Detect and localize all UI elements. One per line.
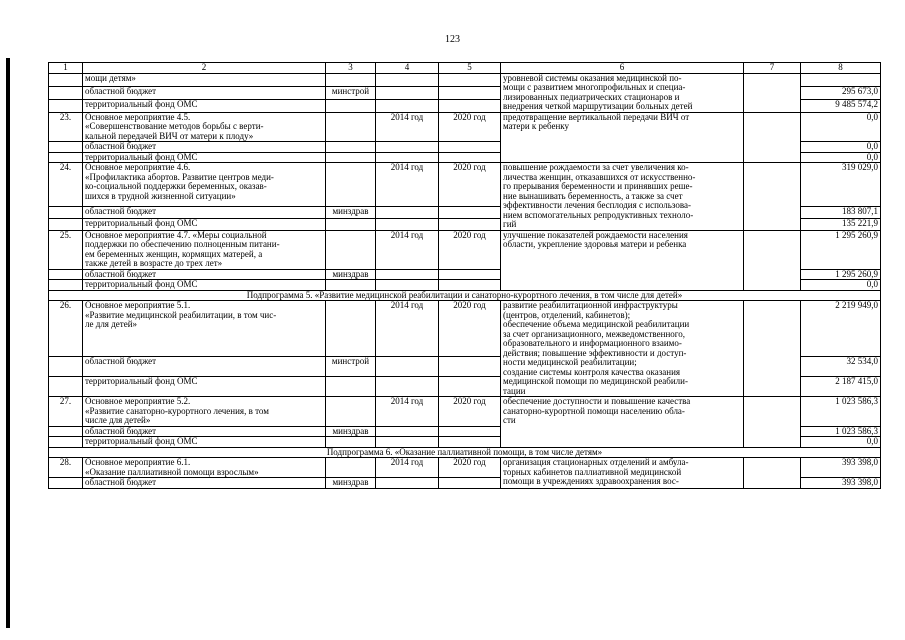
executor: минздрав [326, 478, 376, 489]
subprogram-row [49, 290, 881, 301]
funding-amount: 1 023 586,3 [801, 397, 881, 427]
funding-amount: 0,0 [801, 280, 881, 291]
executor [326, 112, 376, 142]
start-year [376, 152, 439, 163]
activity-name: Основное мероприятие 4.7. «Меры социальной поддержки по обеспечению полноценным питани- ем беременных женщин, кормящих матерей, а также детей в возрасте до трех лет» [83, 230, 326, 269]
activity-name: областной бюджет [83, 142, 326, 153]
end-year: 2020 год [439, 112, 501, 142]
activity-name: областной бюджет [83, 426, 326, 437]
expected-result: организация стационарных отделений и амбула- торных кабинетов паллиативной медицинской помощи в учреждениях здравоохранения вос- [501, 458, 744, 489]
start-year [376, 206, 439, 218]
program-table [48, 62, 881, 489]
start-year [376, 478, 439, 489]
row-number [49, 99, 83, 112]
row-number: 23. [49, 112, 83, 142]
subprogram-title: Подпрограмма 6. «Оказание паллиативной помощи, в том числе детям» [49, 447, 881, 458]
executor [326, 397, 376, 427]
funding-amount: 32 534,0 [801, 357, 881, 377]
row-number [49, 142, 83, 153]
row-number [49, 377, 83, 397]
start-year [376, 437, 439, 448]
end-year [439, 218, 501, 230]
funding-amount: 0,0 [801, 142, 881, 153]
end-year: 2020 год [439, 163, 501, 207]
activity-name: территориальный фонд ОМС [83, 152, 326, 163]
table-row [49, 397, 881, 427]
page-number: 123 [445, 34, 460, 45]
start-year [376, 142, 439, 153]
table-row [49, 458, 881, 478]
table-row [49, 301, 881, 357]
row-number [49, 218, 83, 230]
end-year [439, 73, 501, 86]
executor [326, 99, 376, 112]
activity-name: областной бюджет [83, 269, 326, 280]
table-row [49, 112, 881, 142]
start-year [376, 357, 439, 377]
executor: минстрой [326, 357, 376, 377]
funding-amount: 1 023 586,3 [801, 426, 881, 437]
activity-name: территориальный фонд ОМС [83, 377, 326, 397]
funding-amount: 393 398,0 [801, 458, 881, 478]
expected-result: развитие реабилитационной инфраструктуры (центров, отделений, кабинетов); обеспечение объема медицинской реабилитации за счет организационного, межведомственного, образовательного и информационного взаимо- действия; повышение эффективности и доступ- ности медицинской реабилитации; создание системы контроля качества оказания медицинской помощи по медицинской реабили- тации [501, 301, 744, 397]
end-year [439, 478, 501, 489]
expected-result: обеспечение доступности и повышение качества санаторно-курортной помощи населению обла- сти [501, 397, 744, 448]
col7-cell [744, 163, 801, 231]
column-header: 7 [744, 63, 801, 74]
row-number [49, 73, 83, 86]
start-year: 2014 год [376, 301, 439, 357]
row-number [49, 426, 83, 437]
executor: минздрав [326, 206, 376, 218]
executor [326, 163, 376, 207]
funding-amount: 0,0 [801, 112, 881, 142]
column-header: 8 [801, 63, 881, 74]
funding-amount: 2 187 415,0 [801, 377, 881, 397]
col7-cell [744, 458, 801, 489]
activity-name: территориальный фонд ОМС [83, 218, 326, 230]
expected-result: повышение рождаемости за счет увеличения ко- личества женщин, отказавшихся от искусственно- го прерывания беременности и принявших реше- ние вынашивать беременность, а также за счет эффективности лечения бесплодия с использова- нием вспомогательных репродуктивных техноло- гий [501, 163, 744, 231]
row-number [49, 357, 83, 377]
end-year [439, 377, 501, 397]
end-year [439, 86, 501, 99]
executor: минстрой [326, 86, 376, 99]
start-year: 2014 год [376, 458, 439, 478]
expected-result: улучшение показателей рождаемости населения области, укрепление здоровья матери и ребенка [501, 230, 744, 290]
subprogram-title: Подпрограмма 5. «Развитие медицинской реабилитации и санаторно-курортного лечения, в том числе для детей» [49, 290, 881, 301]
activity-name: областной бюджет [83, 357, 326, 377]
activity-name: областной бюджет [83, 206, 326, 218]
funding-amount: 0,0 [801, 152, 881, 163]
end-year [439, 99, 501, 112]
row-number [49, 206, 83, 218]
activity-name: Основное мероприятие 4.6. «Профилактика абортов. Развитие центров меди- ко-социальной поддержки беременных, оказав- шихся в трудной жизненной ситуации» [83, 163, 326, 207]
end-year [439, 357, 501, 377]
table-row [49, 163, 881, 207]
funding-amount: 183 807,1 [801, 206, 881, 218]
start-year [376, 218, 439, 230]
expected-result: предотвращение вертикальной передачи ВИЧ от матери к ребенку [501, 112, 744, 163]
end-year: 2020 год [439, 301, 501, 357]
end-year [439, 152, 501, 163]
funding-amount: 319 029,0 [801, 163, 881, 207]
subprogram-row [49, 447, 881, 458]
row-number [49, 269, 83, 280]
end-year [439, 206, 501, 218]
row-number [49, 437, 83, 448]
col7-cell [744, 301, 801, 397]
col7-cell [744, 73, 801, 112]
executor [326, 218, 376, 230]
executor [326, 377, 376, 397]
start-year: 2014 год [376, 112, 439, 142]
start-year [376, 99, 439, 112]
activity-name: территориальный фонд ОМС [83, 280, 326, 291]
row-number [49, 86, 83, 99]
start-year [376, 426, 439, 437]
column-header: 1 [49, 63, 83, 74]
table-row [49, 230, 881, 269]
executor [326, 73, 376, 86]
end-year [439, 269, 501, 280]
column-header: 6 [501, 63, 744, 74]
funding-amount: 0,0 [801, 437, 881, 448]
start-year: 2014 год [376, 163, 439, 207]
row-number: 26. [49, 301, 83, 357]
end-year: 2020 год [439, 397, 501, 427]
executor [326, 230, 376, 269]
activity-name: территориальный фонд ОМС [83, 99, 326, 112]
column-header: 3 [326, 63, 376, 74]
executor [326, 152, 376, 163]
funding-amount [801, 73, 881, 86]
table-row [49, 73, 881, 86]
row-number: 27. [49, 397, 83, 427]
funding-amount: 393 398,0 [801, 478, 881, 489]
page-edge-bar [6, 58, 10, 628]
end-year: 2020 год [439, 458, 501, 478]
col7-cell [744, 397, 801, 448]
row-number: 28. [49, 458, 83, 478]
col7-cell [744, 230, 801, 290]
end-year [439, 142, 501, 153]
col7-cell [744, 112, 801, 163]
executor [326, 437, 376, 448]
activity-name: Основное мероприятие 4.5. «Совершенствование методов борьбы с верти- кальной передачей ВИЧ от матери к плоду» [83, 112, 326, 142]
row-number: 25. [49, 230, 83, 269]
start-year: 2014 год [376, 230, 439, 269]
start-year [376, 73, 439, 86]
activity-name: областной бюджет [83, 86, 326, 99]
funding-amount: 1 295 260,9 [801, 230, 881, 269]
end-year [439, 280, 501, 291]
funding-amount: 295 673,0 [801, 86, 881, 99]
row-number: 24. [49, 163, 83, 207]
row-number [49, 478, 83, 489]
start-year [376, 269, 439, 280]
column-header: 4 [376, 63, 439, 74]
funding-amount: 1 295 260,9 [801, 269, 881, 280]
column-header: 5 [439, 63, 501, 74]
activity-name: Основное мероприятие 5.1. «Развитие медицинской реабилитации, в том чис- ле для детей» [83, 301, 326, 357]
start-year [376, 86, 439, 99]
activity-name: Основное мероприятие 5.2. «Развитие санаторно-курортного лечения, в том числе для детей» [83, 397, 326, 427]
header-row [49, 63, 881, 74]
start-year [376, 377, 439, 397]
row-number [49, 280, 83, 291]
start-year [376, 280, 439, 291]
column-header: 2 [83, 63, 326, 74]
executor: минздрав [326, 426, 376, 437]
activity-name: мощи детям» [83, 73, 326, 86]
funding-amount: 9 485 574,2 [801, 99, 881, 112]
executor [326, 280, 376, 291]
executor [326, 458, 376, 478]
activity-name: территориальный фонд ОМС [83, 437, 326, 448]
activity-name: областной бюджет [83, 478, 326, 489]
funding-amount: 2 219 949,0 [801, 301, 881, 357]
row-number [49, 152, 83, 163]
end-year [439, 437, 501, 448]
executor [326, 142, 376, 153]
activity-name: Основное мероприятие 6.1. «Оказание паллиативной помощи взрослым» [83, 458, 326, 478]
funding-amount: 135 221,9 [801, 218, 881, 230]
start-year: 2014 год [376, 397, 439, 427]
expected-result: уровневой системы оказания медицинской по- мощи с развитием многопрофильных и специа- лизированных педиатрических стационаров и внедрения четкой маршрутизации больных детей [501, 73, 744, 112]
end-year [439, 426, 501, 437]
end-year: 2020 год [439, 230, 501, 269]
table-body [49, 63, 881, 489]
executor: минздрав [326, 269, 376, 280]
executor [326, 301, 376, 357]
